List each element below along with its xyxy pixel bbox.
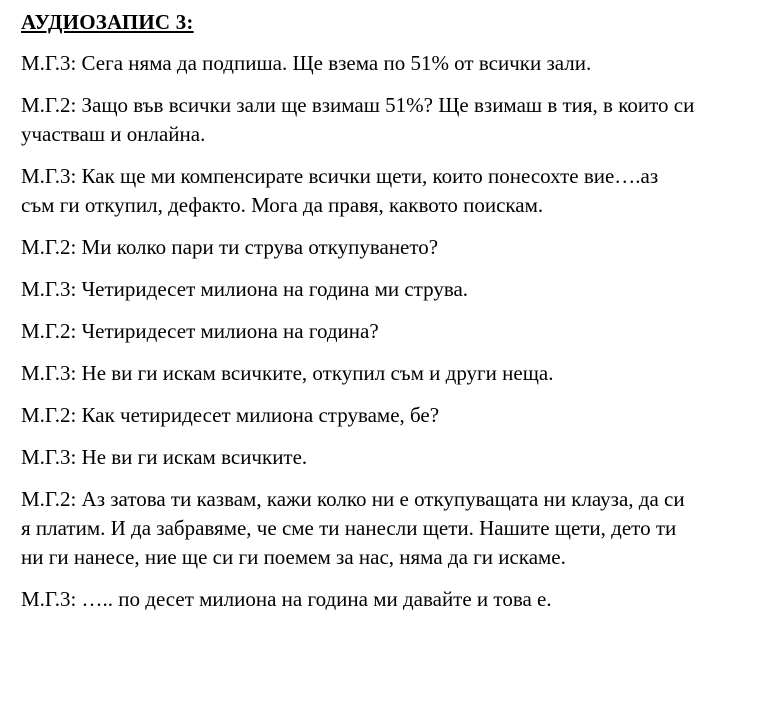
transcript-line: ни ги нанесе, ние ще си ги поемем за нас, няма да ги искаме. <box>21 545 566 569</box>
transcript-line: я платим. И да забравяме, че сме ти нанесли щети. Нашите щети, дето ти <box>21 516 677 540</box>
transcript-paragraph <box>21 162 751 220</box>
transcript-line: М.Г.3: Не ви ги искам всичките, откупил съм и други неща. <box>21 361 554 385</box>
document-title: АУДИОЗАПИС 3: <box>21 10 194 34</box>
transcript-line: М.Г.3: Сега няма да подпиша. Ще взема по 51% от всички зали. <box>21 51 592 75</box>
transcript-paragraph <box>21 233 751 262</box>
transcript-line: М.Г.3: Четиридесет милиона на година ми струва. <box>21 277 469 301</box>
transcript-line: М.Г.3: Не ви ги искам всичките. <box>21 445 308 469</box>
transcript-line: съм ги откупил, дефакто. Мога да правя, каквото поискам. <box>21 193 544 217</box>
transcript-line: М.Г.2: Защо във всички зали ще взимаш 51%? Ще взимаш в тия, в които си <box>21 93 695 117</box>
transcript-line: М.Г.2: Как четиридесет милиона струваме, бе? <box>21 403 440 427</box>
transcript-line: М.Г.2: Ми колко пари ти струва откупуването? <box>21 235 439 259</box>
transcript-line: М.Г.2: Четиридесет милиона на година? <box>21 319 379 343</box>
transcript-paragraph <box>21 585 751 614</box>
transcript-line: М.Г.3: Как ще ми компенсирате всички щети, които понесохте вие….аз <box>21 164 659 188</box>
transcript-paragraph <box>21 359 751 388</box>
transcript-line: М.Г.3: ….. по десет милиона на година ми давайте и това е. <box>21 587 552 611</box>
document-page <box>21 8 751 627</box>
transcript-paragraph <box>21 49 751 78</box>
transcript-paragraph <box>21 275 751 304</box>
transcript-paragraph <box>21 91 751 149</box>
transcript-line: М.Г.2: Аз затова ти казвам, кажи колко ни е откупуващата ни клауза, да си <box>21 487 685 511</box>
transcript-line: участваш и онлайна. <box>21 122 206 146</box>
transcript-paragraph <box>21 401 751 430</box>
transcript-paragraph <box>21 485 751 572</box>
transcript-paragraph <box>21 317 751 346</box>
transcript-paragraph <box>21 443 751 472</box>
